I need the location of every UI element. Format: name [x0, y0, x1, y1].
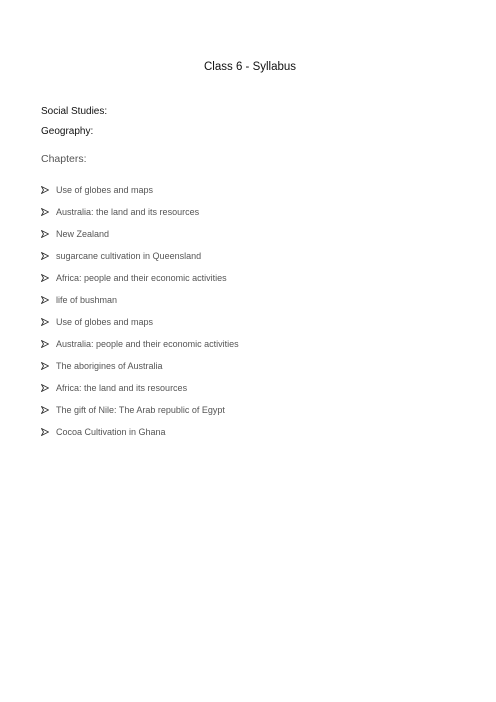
list-item	[41, 338, 239, 360]
list-item	[41, 272, 239, 294]
list-item	[41, 316, 239, 338]
chapter-label: The aborigines of Australia	[56, 361, 163, 371]
chapter-label: life of bushman	[56, 295, 118, 305]
list-item	[41, 250, 239, 272]
chapter-label: Use of globes and maps	[56, 317, 154, 327]
list-item	[41, 184, 239, 206]
list-item	[41, 404, 239, 426]
list-item	[41, 382, 239, 404]
list-item	[41, 294, 239, 316]
arrowhead-bullet-icon	[41, 382, 56, 392]
arrowhead-bullet-icon	[41, 184, 56, 194]
chapter-label: New Zealand	[56, 229, 110, 239]
arrowhead-bullet-icon	[41, 426, 56, 436]
arrowhead-bullet-icon	[41, 360, 56, 370]
page-title: Class 6 - Syllabus	[204, 61, 297, 73]
list-item	[41, 228, 239, 250]
chapter-label: Use of globes and maps	[56, 185, 154, 195]
chapter-label: The gift of Nile: The Arab republic of Egypt	[56, 405, 225, 415]
arrowhead-bullet-icon	[41, 250, 56, 260]
subject-heading: Social Studies:	[41, 106, 108, 117]
chapter-label: Africa: people and their economic activities	[56, 273, 227, 283]
chapter-label: Australia: the land and its resources	[56, 207, 200, 217]
chapter-label: Australia: people and their economic activities	[56, 339, 239, 349]
list-item	[41, 206, 239, 228]
chapter-list	[41, 184, 239, 448]
arrowhead-bullet-icon	[41, 294, 56, 304]
chapter-label: Cocoa Cultivation in Ghana	[56, 427, 166, 437]
arrowhead-bullet-icon	[41, 404, 56, 414]
arrowhead-bullet-icon	[41, 338, 56, 348]
chapters-heading: Chapters:	[41, 153, 87, 165]
chapter-label: Africa: the land and its resources	[56, 383, 188, 393]
chapter-label: sugarcane cultivation in Queensland	[56, 251, 202, 261]
arrowhead-bullet-icon	[41, 228, 56, 238]
arrowhead-bullet-icon	[41, 272, 56, 282]
subsubject-heading: Geography:	[41, 126, 94, 137]
arrowhead-bullet-icon	[41, 316, 56, 326]
arrowhead-bullet-icon	[41, 206, 56, 216]
list-item	[41, 426, 239, 448]
list-item	[41, 360, 239, 382]
